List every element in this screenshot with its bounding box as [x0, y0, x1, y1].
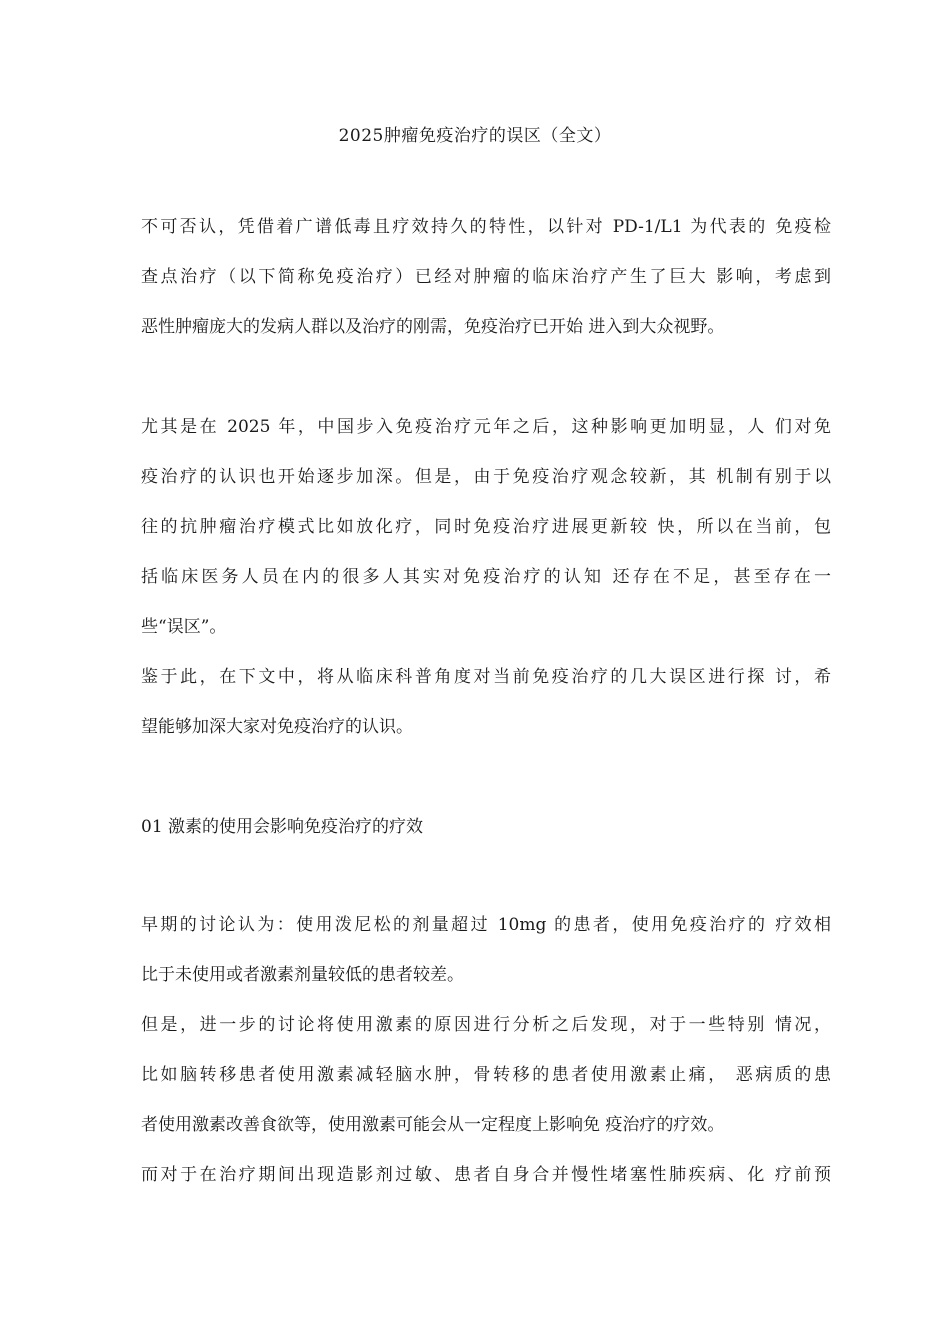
paragraph-line: 恶性肿瘤庞大的发病人群以及治疗的刚需，免疫治疗已开始 进入到大众视野。 [141, 317, 725, 337]
document-title: 2025肿瘤免疫治疗的误区（全文） [338, 126, 612, 146]
paragraph-line: 比如脑转移患者使用激素减轻脑水肿，骨转移的患者使用激素止痛， 恶病质的患 [141, 1065, 831, 1085]
section-heading: 01 激素的使用会影响免疫治疗的疗效 [141, 817, 424, 837]
paragraph-line: 不可否认，凭借着广谱低毒且疗效持久的特性，以针对 PD-1/L1 为代表的 免疫检 [141, 217, 831, 237]
paragraph-line: 但是，进一步的讨论将使用激素的原因进行分析之后发现，对于一些特别 情况， [141, 1015, 831, 1035]
paragraph-line: 查点治疗（以下简称免疫治疗）已经对肿瘤的临床治疗产生了巨大 影响，考虑到 [141, 267, 831, 287]
paragraph-line: 括临床医务人员在内的很多人其实对免疫治疗的认知 还存在不足，甚至存在一 [141, 567, 831, 587]
paragraph-line: 而对于在治疗期间出现造影剂过敏、患者自身合并慢性堵塞性肺疾病、化 疗前预 [141, 1165, 831, 1185]
paragraph-line: 者使用激素改善食欲等，使用激素可能会从一定程度上影响免 疫治疗的疗效。 [141, 1115, 725, 1135]
paragraph-line: 比于未使用或者激素剂量较低的患者较差。 [141, 965, 464, 985]
paragraph-line: 疫治疗的认识也开始逐步加深。但是，由于免疫治疗观念较新，其 机制有别于以 [141, 467, 831, 487]
paragraph-line: 尤其是在 2025 年，中国步入免疫治疗元年之后，这种影响更加明显，人 们对免 [141, 417, 831, 437]
paragraph-line: 往的抗肿瘤治疗模式比如放化疗，同时免疫治疗进展更新较 快，所以在当前，包 [141, 517, 831, 537]
paragraph-line: 早期的讨论认为：使用泼尼松的剂量超过 10mg 的患者，使用免疫治疗的 疗效相 [141, 915, 831, 935]
paragraph-line: 些“误区”。 [141, 617, 227, 637]
paragraph-line: 望能够加深大家对免疫治疗的认识。 [141, 717, 413, 737]
paragraph-line: 鉴于此，在下文中，将从临床科普角度对当前免疫治疗的几大误区进行探 讨，希 [141, 667, 831, 687]
